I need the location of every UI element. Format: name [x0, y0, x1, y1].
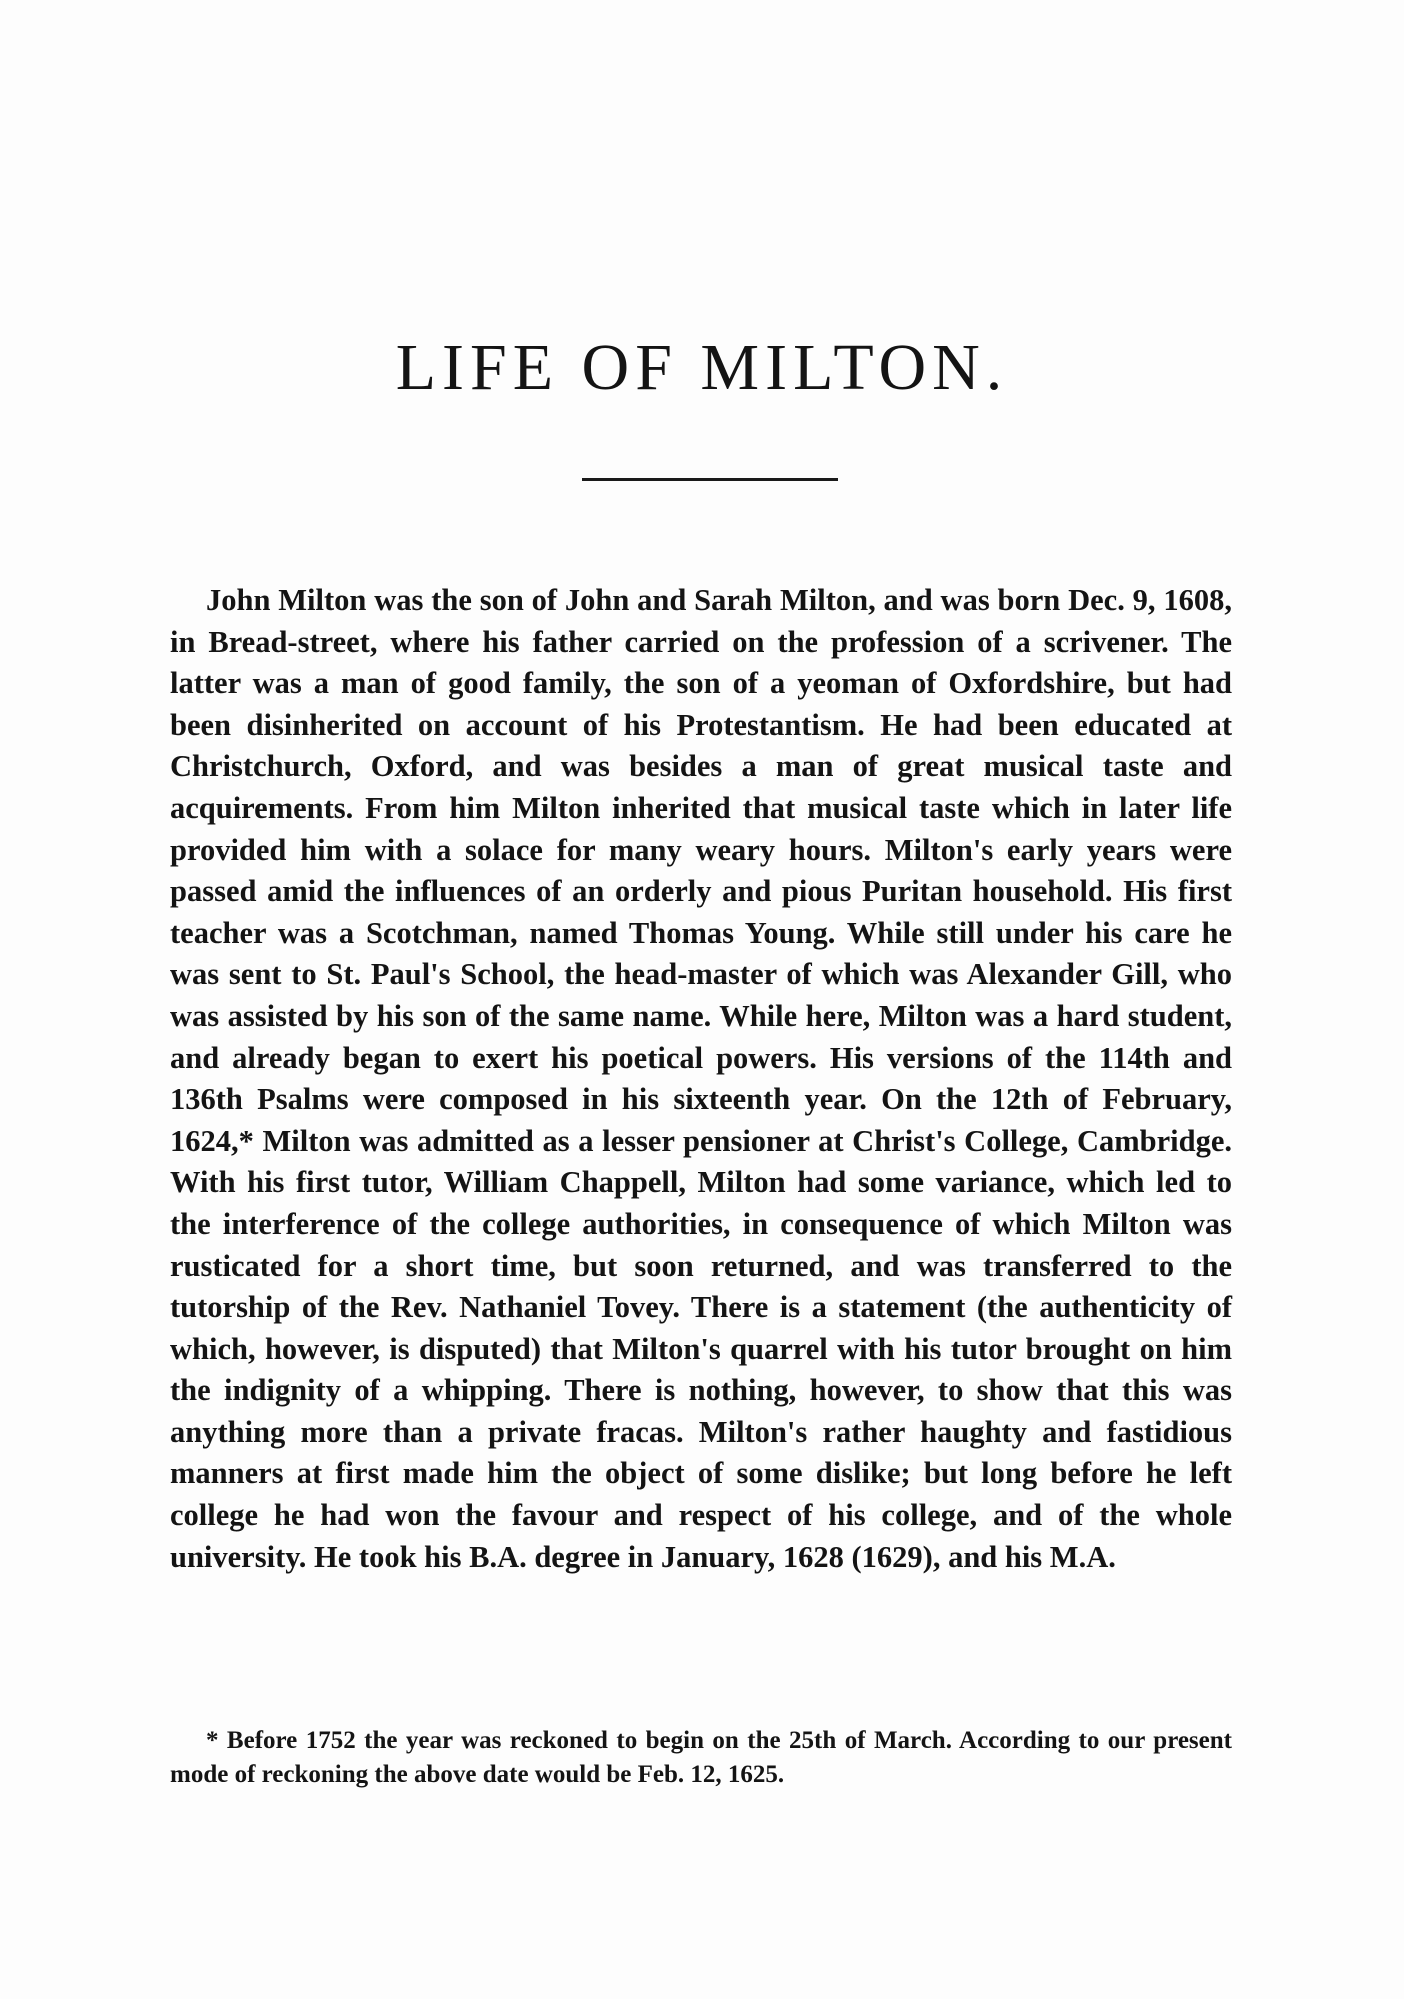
footnote-text: * Before 1752 the year was reckoned to begin on the 25th of March. According to our present mode of reckoning the above date would be Feb. 12, 1625.: [170, 1727, 1232, 1788]
body-paragraph: John Milton was the son of John and Sarah Milton, and was born Dec. 9, 1608, in Bread-street, where his father carried on the profession of a scrivener. The latter was a man of good family, the son of a yeoman of Oxfordshire, but had been disinherited on account of his Protestantism. He had been educated at Christchurch, Oxford, and was besides a man of great musical taste and acquirements. From him Milton inherited that musical taste which in later life provided him with a solace for many weary hours. Milton's early years were passed amid the influences of an orderly and pious Puritan household. His first teacher was a Scotchman, named Thomas Young. While still under his care he was sent to St. Paul's School, the head-master of which was Alexander Gill, who was assisted by his son of the same name. While here, Milton was a hard student, and already began to exert his poetical powers. His versions of the 114th and 136th Psalms were composed in his sixteenth year. On the 12th of February, 1624,* Milton was admitted as a lesser pensioner at Christ's College, Cambridge. With his first tutor, William Chappell, Milton had some variance, which led to the interference of the college authorities, in consequence of which Milton was rusticated for a short time, but soon returned, and was transferred to the tutorship of the Rev. Nathaniel Tovey. There is a statement (the authenticity of which, however, is disputed) that Milton's quarrel with his tutor brought on him the indignity of a whipping. There is nothing, however, to show that this was anything more than a private fracas. Milton's rather haughty and fastidious manners at first made him the object of some dislike; but long before he left college he had won the favour and respect of his college, and of the whole university. He took his B.A. degree in January, 1628 (1629), and his M.A.: [170, 583, 1232, 1574]
title-rule: [582, 478, 838, 481]
footnote: [170, 1724, 1232, 1792]
body-text: [170, 580, 1232, 1578]
page-title: LIFE OF MILTON.: [395, 331, 1009, 404]
